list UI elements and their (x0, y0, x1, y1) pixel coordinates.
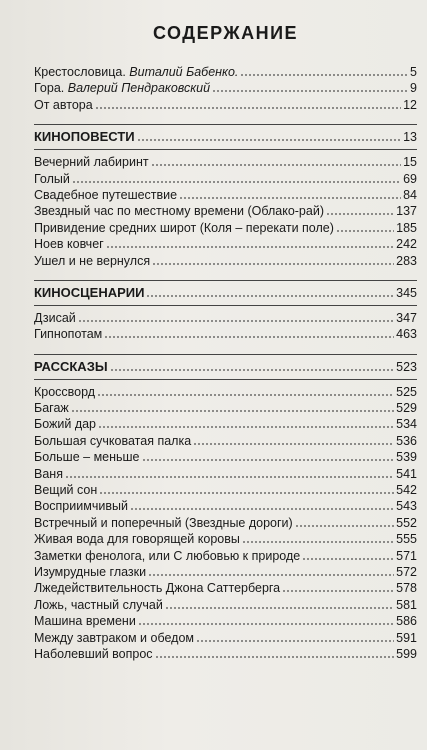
entry-title-text: Изумрудные глазки (34, 564, 147, 579)
entry-title (34, 549, 300, 564)
section-heading-text: КИНОСЦЕНАРИИ (34, 284, 145, 300)
entry-page-number: 571 (396, 548, 417, 563)
entry-title-text: Крестословица. (34, 65, 130, 79)
dot-leader (97, 384, 394, 396)
toc-entry[interactable] (34, 548, 417, 564)
entry-title-text: Больше – меньше (34, 450, 140, 465)
entry-title-text: Между завтраком и обедом (34, 630, 194, 645)
dot-leader (72, 171, 401, 183)
toc-section (34, 280, 417, 343)
section-divider (34, 354, 417, 355)
entry-title-text: Гипнопотам (34, 327, 103, 342)
entry-title-text: Кроссворд (34, 384, 96, 399)
toc-entry[interactable] (34, 400, 417, 416)
toc-entry[interactable] (34, 564, 417, 580)
entry-page-number: 525 (396, 384, 417, 399)
toc-entry[interactable] (34, 97, 417, 113)
dot-leader (336, 220, 394, 232)
section-heading[interactable] (34, 129, 417, 149)
toc-entry[interactable] (34, 498, 417, 514)
entry-title-text: Голый (34, 171, 70, 186)
entry-page-number: 543 (396, 499, 417, 514)
entry-page-number: 534 (396, 417, 417, 432)
entry-title (34, 516, 293, 531)
entry-title (34, 385, 95, 400)
toc-entry[interactable] (34, 449, 417, 465)
entry-title-text: Встречный и поперечный (Звездные дороги) (34, 515, 293, 530)
dot-leader (104, 326, 394, 338)
entry-title (34, 598, 163, 613)
entry-page-number: 84 (403, 187, 417, 202)
entry-page-number: 586 (396, 614, 417, 629)
entry-title (34, 221, 334, 236)
toc-entry[interactable] (34, 613, 417, 629)
dot-leader (138, 613, 394, 625)
section-divider (34, 124, 417, 125)
entry-author: Виталий Бабенко. (129, 65, 239, 79)
section-divider (34, 305, 417, 306)
entry-title-text: Вещий сон (34, 483, 98, 498)
dot-leader (326, 203, 394, 215)
entry-page-number: 283 (396, 253, 417, 268)
entry-title (34, 417, 96, 432)
section-heading-text: РАССКАЗЫ (34, 358, 108, 374)
entry-page-number: 463 (396, 327, 417, 342)
entry-page-number: 572 (396, 564, 417, 579)
entry-title-text: Лжедействительность Джона Саттерберга (34, 581, 281, 596)
entry-title (34, 565, 146, 580)
entry-title-text: Звездный час по местному времени (Облако-рай) (34, 204, 324, 219)
entry-title (34, 614, 136, 629)
section-heading[interactable] (34, 359, 417, 379)
entry-title (34, 434, 191, 449)
dot-leader (130, 498, 394, 510)
page-title: СОДЕРЖАНИЕ (152, 23, 299, 43)
toc-entry[interactable] (34, 630, 417, 646)
entry-title (34, 631, 194, 646)
toc-entry[interactable] (34, 236, 417, 252)
toc-entry[interactable] (34, 580, 417, 596)
entry-title-text: Ушел и не вернулся (34, 253, 151, 268)
toc-entry[interactable] (34, 253, 417, 269)
dot-leader (146, 285, 394, 297)
toc-entry[interactable] (34, 646, 417, 662)
section-page-number: 523 (396, 359, 417, 374)
entry-page-number: 555 (396, 532, 417, 547)
entry-page-number: 137 (396, 204, 417, 219)
section-page-number: 13 (403, 130, 417, 145)
dot-leader (240, 64, 408, 76)
dot-leader (99, 482, 394, 494)
entry-title (34, 237, 104, 252)
toc-entry[interactable] (34, 326, 417, 342)
entry-title (34, 647, 153, 662)
toc-entry[interactable] (34, 482, 417, 498)
entry-page-number: 5 (410, 65, 417, 79)
section-page-number: 345 (396, 285, 417, 300)
entry-title (34, 65, 238, 80)
dot-leader (196, 630, 394, 642)
entry-title (34, 483, 97, 498)
dot-leader (106, 236, 394, 248)
entry-title-text: Ноев ковчег (34, 237, 104, 252)
dot-leader (242, 531, 394, 543)
entry-title-text: Заметки фенолога, или С любовью к природе (34, 548, 301, 563)
entry-page-number: 591 (396, 630, 417, 645)
entry-title-text: Восприимчивый (34, 499, 128, 514)
entry-page-number: 242 (396, 237, 417, 252)
section-divider (34, 379, 417, 380)
section-heading[interactable] (34, 285, 417, 305)
toc-entry[interactable] (34, 171, 417, 187)
dot-leader (151, 154, 402, 166)
toc-entry[interactable] (34, 466, 417, 482)
dot-leader (179, 187, 401, 199)
entry-title-text: Божий дар (34, 417, 97, 432)
dot-leader (142, 449, 395, 461)
sections-container (34, 124, 417, 662)
entry-title (34, 327, 102, 342)
entry-page-number: 69 (403, 171, 417, 186)
toc-section (34, 354, 417, 663)
entry-title-text: Дзисай (34, 310, 76, 325)
entry-title-text: Ваня (34, 466, 63, 481)
entry-page-number: 529 (396, 401, 417, 416)
toc-entry[interactable] (34, 154, 417, 170)
entry-title (34, 311, 76, 326)
entry-title-text: Ложь, частный случай (34, 597, 163, 612)
entry-page-number: 347 (396, 310, 417, 325)
entry-page-number: 599 (396, 646, 417, 661)
section-divider (34, 280, 417, 281)
dot-leader (65, 466, 394, 478)
entry-title (34, 81, 210, 96)
toc-entry[interactable] (34, 310, 417, 326)
entry-title (34, 467, 63, 482)
dot-leader (152, 253, 394, 265)
intro-list (34, 64, 417, 113)
dot-leader (71, 400, 394, 412)
toc-entry[interactable] (34, 433, 417, 449)
entry-title-text: Гора. (34, 81, 68, 96)
entry-author: Валерий Пендраковский (67, 81, 211, 96)
entry-title-text: Вечерний лабиринт (34, 155, 149, 170)
entry-title (34, 450, 140, 465)
section-heading-text: КИНОПОВЕСТИ (34, 129, 135, 145)
dot-leader (148, 564, 394, 576)
entry-title (34, 401, 69, 416)
dot-leader (110, 359, 395, 371)
entry-title (34, 188, 177, 203)
entry-title (34, 581, 280, 596)
entry-title (34, 532, 240, 547)
entry-title-text: Наболевший вопрос (34, 646, 153, 661)
entry-title (34, 254, 150, 269)
entry-page-number: 12 (403, 97, 417, 112)
dot-leader (302, 548, 394, 560)
entry-page-number: 185 (396, 220, 417, 235)
entry-page-number: 552 (396, 515, 417, 530)
dot-leader (165, 597, 394, 609)
toc-entry[interactable] (34, 384, 417, 400)
entry-title-text: Живая вода для говорящей коровы (34, 532, 240, 547)
toc-entry[interactable] (34, 64, 417, 80)
toc-entry[interactable] (34, 220, 417, 236)
entry-page-number: 15 (403, 155, 417, 170)
dot-leader (98, 416, 394, 428)
entry-title (34, 155, 149, 170)
dot-leader (155, 646, 395, 658)
entry-title (34, 499, 128, 514)
toc-entry[interactable] (34, 515, 417, 531)
entry-title (34, 204, 324, 219)
dot-leader (282, 580, 394, 592)
entry-title-text: Машина времени (34, 614, 136, 629)
toc-entry[interactable] (34, 203, 417, 219)
dot-leader (295, 515, 394, 527)
toc-entry[interactable] (34, 80, 417, 96)
entry-title (34, 98, 93, 113)
entry-page-number: 578 (396, 581, 417, 596)
toc-entry[interactable] (34, 416, 417, 432)
entry-page-number: 9 (410, 81, 417, 96)
toc-entry[interactable] (34, 187, 417, 203)
dot-leader (95, 97, 401, 109)
entry-title-text: От автора (34, 97, 93, 112)
entry-page-number: 541 (396, 466, 417, 481)
entry-title (34, 172, 70, 187)
dot-leader (193, 433, 394, 445)
dot-leader (78, 310, 394, 322)
dot-leader (137, 129, 401, 141)
entry-page-number: 542 (396, 483, 417, 498)
entry-page-number: 581 (396, 597, 417, 612)
toc-section (34, 124, 417, 269)
entry-title-text: Багаж (34, 401, 69, 416)
entry-page-number: 539 (396, 450, 417, 465)
section-divider (34, 149, 417, 150)
entry-page-number: 536 (396, 433, 417, 448)
toc-entry[interactable] (34, 531, 417, 547)
entry-title-text: Привидение средних широт (Коля – перекати поле) (34, 220, 334, 235)
entry-title-text: Большая сучковатая палка (34, 433, 192, 448)
dot-leader (212, 80, 408, 92)
entry-title-text: Свадебное путешествие (34, 187, 178, 202)
toc-entry[interactable] (34, 597, 417, 613)
